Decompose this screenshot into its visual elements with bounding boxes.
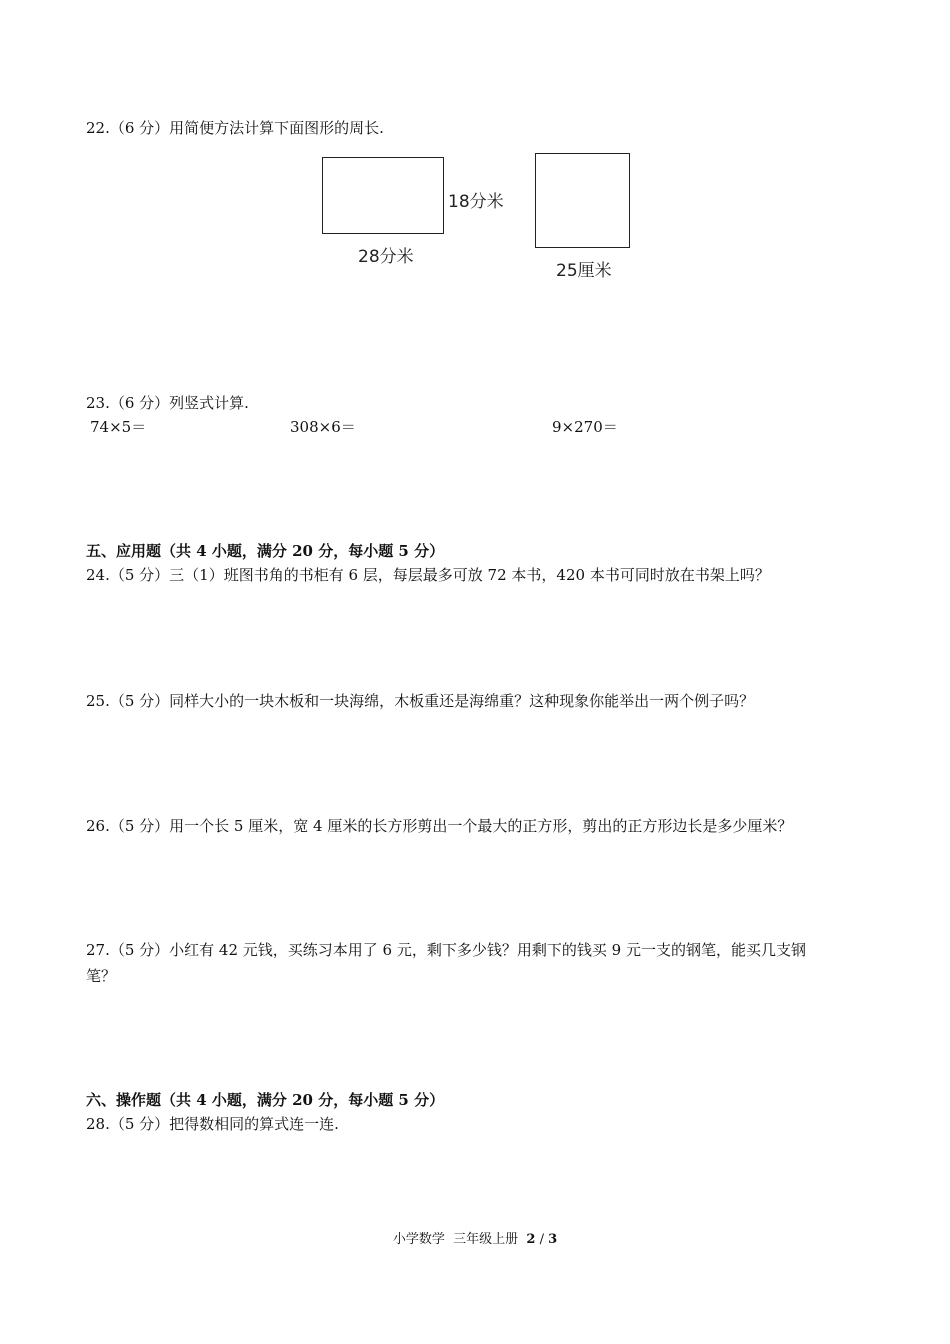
question-22-text: 22.（6 分）用简便方法计算下面图形的周长.	[86, 119, 384, 137]
question-24-text: 24.（5 分）三（1）班图书角的书柜有 6 层，每层最多可放 72 本书，420 本书可同时放在书架上吗？	[86, 566, 770, 584]
question-27-text-line-1: 27.（5 分）小红有 42 元钱，买练习本用了 6 元，剩下多少钱？用剩下的钱买 9 元一支的钢笔，能买几支钢	[86, 941, 806, 959]
footer-page-total: 3	[548, 1232, 558, 1247]
footer-grade: 三年级上册	[453, 1232, 519, 1247]
footer-page-separator: /	[539, 1232, 544, 1247]
calc-item-1: 74×5＝	[90, 418, 147, 436]
rectangle-shape	[322, 157, 444, 234]
footer-subject: 小学数学	[392, 1232, 445, 1247]
calc-item-3: 9×270＝	[552, 418, 618, 436]
question-28-text: 28.（5 分）把得数相同的算式连一连.	[86, 1115, 339, 1133]
question-27-text-line-2: 笔？	[86, 967, 117, 985]
question-26-text: 26.（5 分）用一个长 5 厘米，宽 4 厘米的长方形剪出一个最大的正方形，剪出的正方形边长是多少厘米？	[86, 817, 793, 835]
square-shape	[535, 153, 630, 248]
calc-item-2: 308×6＝	[290, 418, 356, 436]
rectangle-width-label: 18分米	[448, 192, 504, 212]
square-side-label: 25厘米	[556, 261, 612, 281]
rectangle-length-label: 28分米	[358, 247, 414, 267]
footer-page-number: 2	[526, 1232, 536, 1247]
question-23-text: 23.（6 分）列竖式计算.	[86, 394, 249, 412]
section-5-heading: 五、应用题（共 4 小题，满分 20 分，每小题 5 分）	[86, 542, 445, 560]
page-footer	[0, 1231, 950, 1249]
question-25-text: 25.（5 分）同样大小的一块木板和一块海绵，木板重还是海绵重？这种现象你能举出一两个例子吗？	[86, 692, 755, 710]
section-6-heading: 六、操作题（共 4 小题，满分 20 分，每小题 5 分）	[86, 1091, 445, 1109]
